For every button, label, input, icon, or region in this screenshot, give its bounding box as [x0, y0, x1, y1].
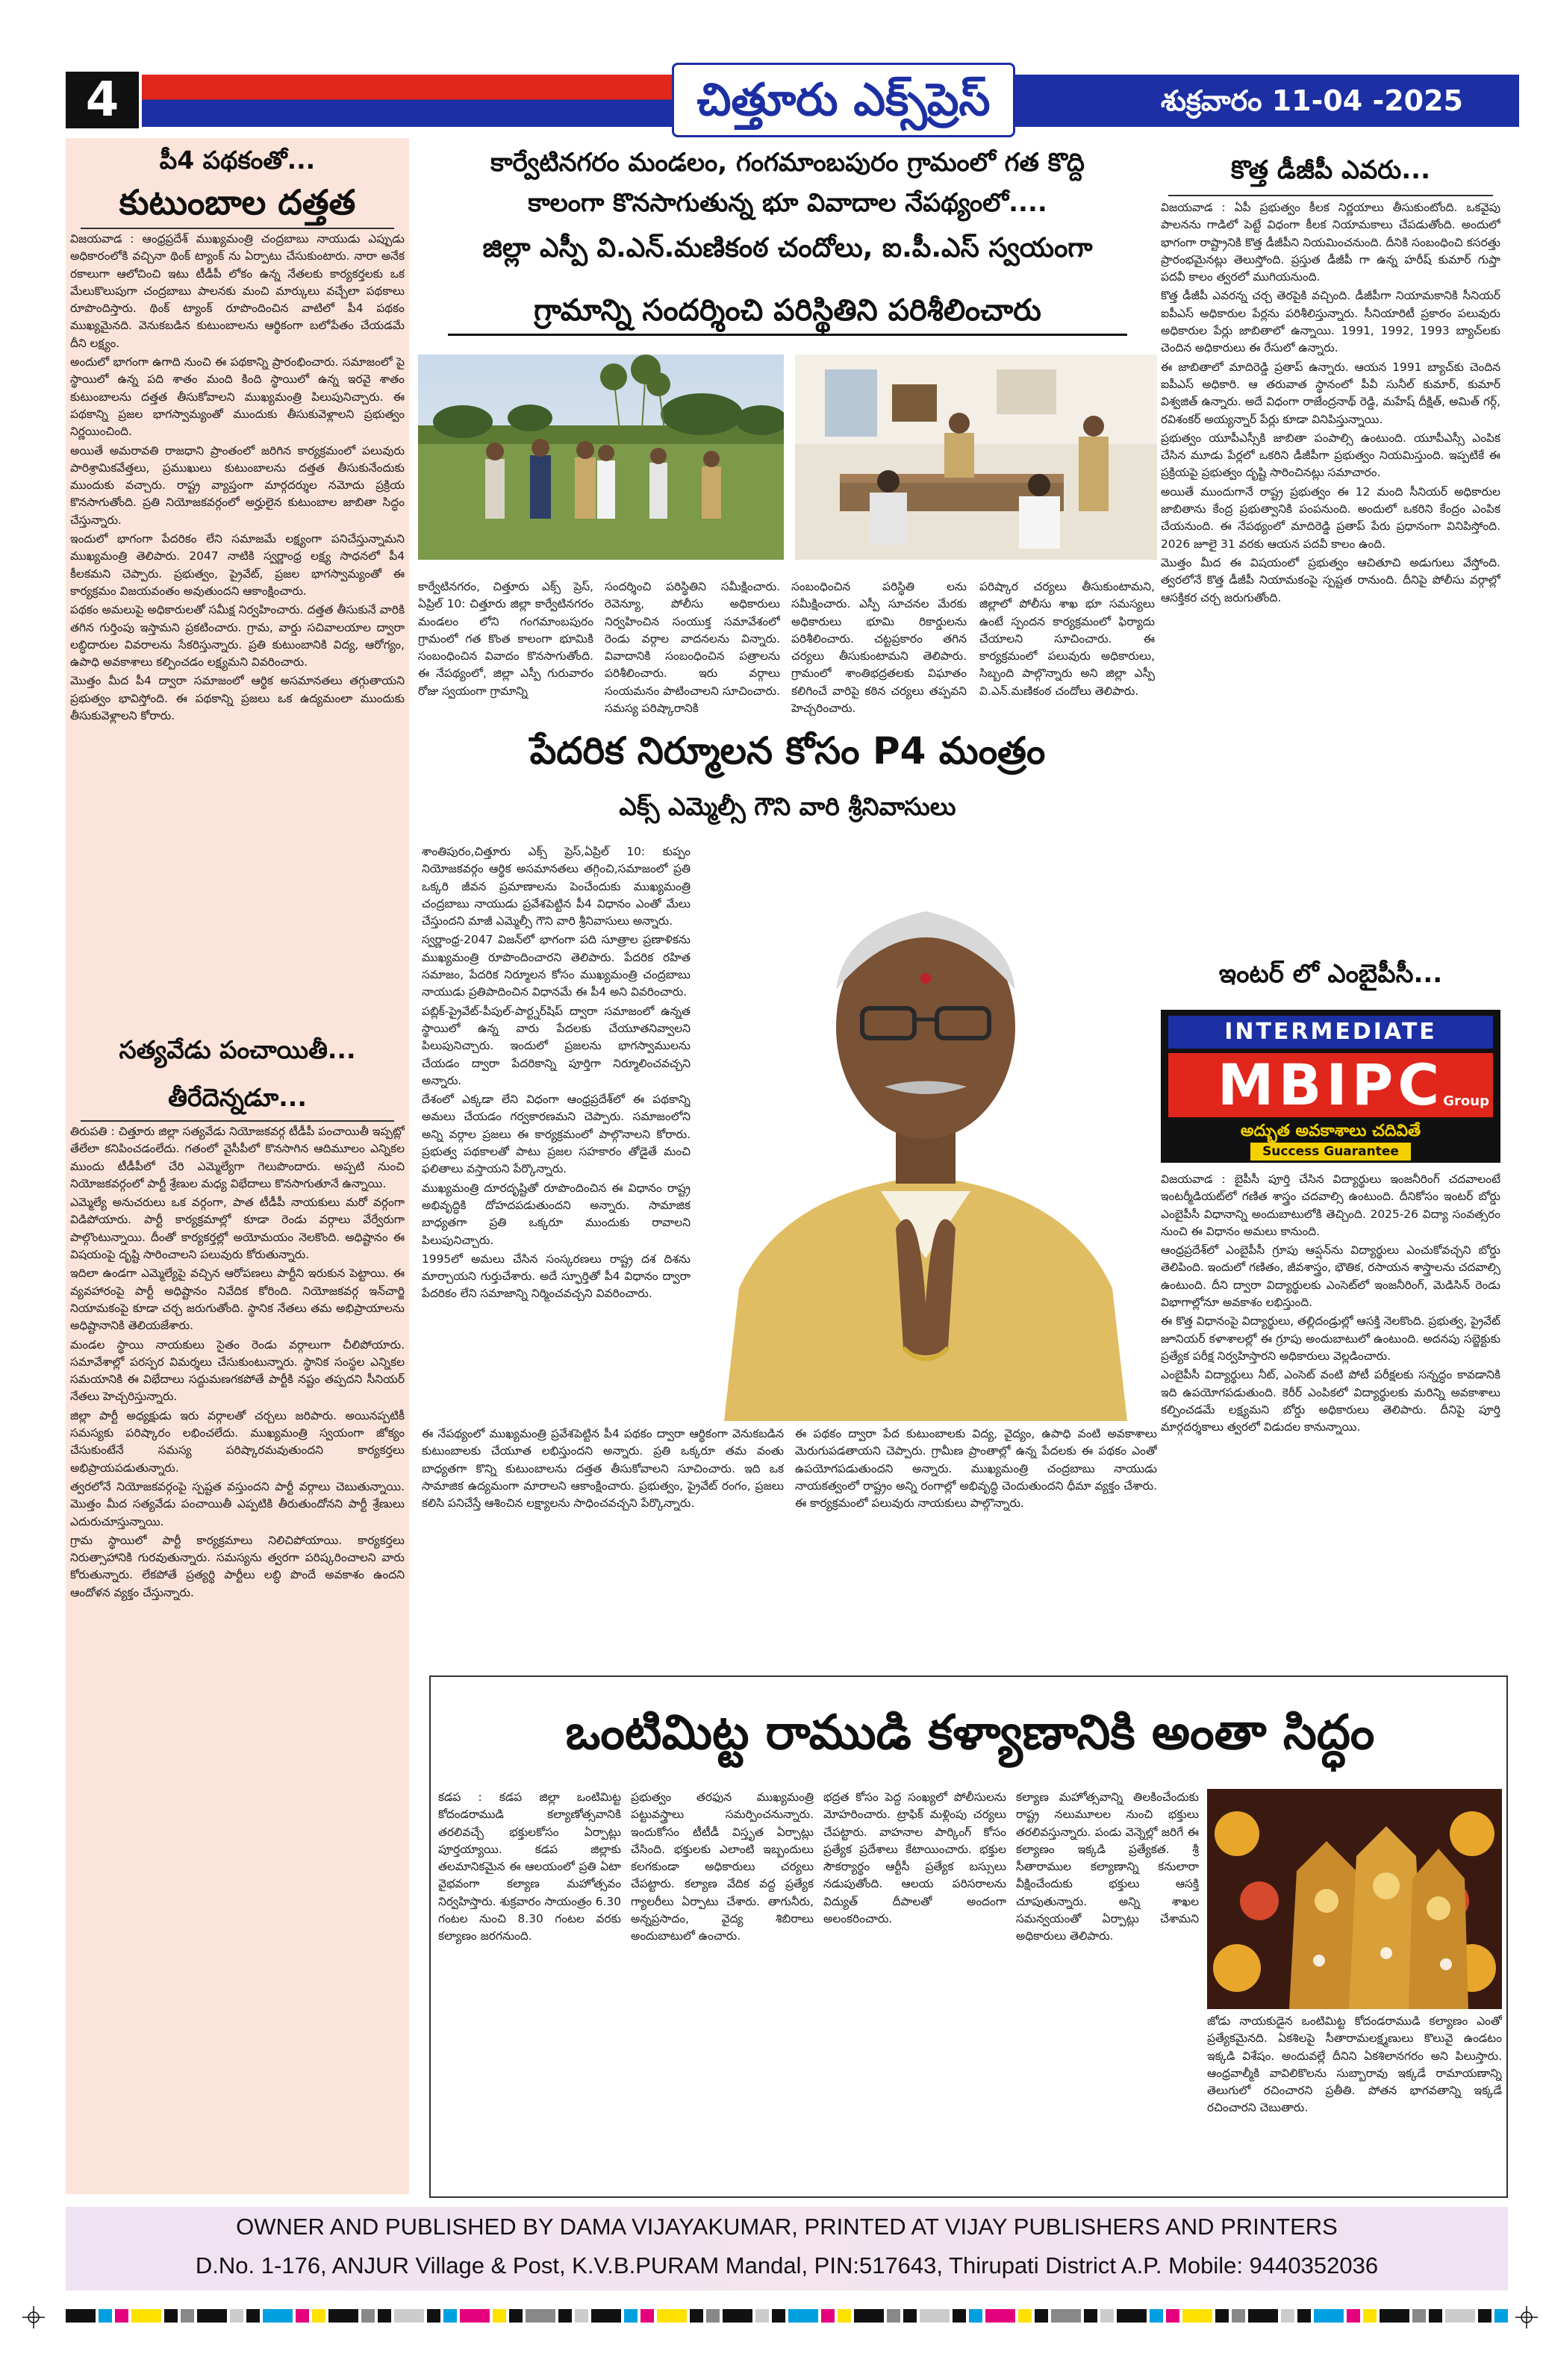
- color-strip-cell: [1232, 2309, 1245, 2323]
- color-strip-cell: [526, 2309, 555, 2323]
- color-strip-cell: [1215, 2309, 1229, 2323]
- mbipc-headline: ఇంటర్ లో ఎంబైపీసీ...: [1218, 959, 1443, 989]
- color-strip-cell: [1494, 2309, 1508, 2323]
- color-strip-cell: [378, 2309, 391, 2323]
- color-strip-cell: [788, 2309, 818, 2323]
- color-strip-cell: [903, 2309, 917, 2323]
- color-strip-cell: [115, 2309, 128, 2323]
- top-story-kicker-line2: కాలంగా కొనసాగుతున్న భూ వివాదాల నేపథ్యంలో....: [528, 188, 1047, 218]
- paragraph: ఎంబైపీసీ విద్యార్థులు నీట్, ఎంసెట్ వంటి పోటీ పరీక్షలకు సన్నద్ధం కావడానికి ఇది ఉపయోగపడుతుంది. కెరీర్ ఎంపికలో విద్యార్థులకు మరిన్ని అవకాశాలు కల్పించడమే లక్ష్యమని బోర్డు అధికారులు తెలిపారు. దీనిపై పూర్తి మార్గదర్శకాలు త్వరలో విడుదల కానున్నాయి.: [1161, 1368, 1500, 1434]
- paragraph: పథకం అమలుపై అధికారులతో సమీక్ష నిర్వహించారు. దత్తత తీసుకునే వారికి తగిన గుర్తింపు ఇస్తామని ప్రకటించారు. గ్రామ, వార్డు సచివాలయాల ద్వారా లబ్ధిదారుల వివరాలను సేకరిస్తున్నారు. ప్రతి కుటుంబానికి విద్య, ఆరోగ్యం, ఉపాధి అవకాశాలు కల్పించడం లక్ష్యమని వివరించారు.: [70, 603, 405, 669]
- color-strip-cell: [460, 2309, 490, 2323]
- text-column: కార్వేటినగరం, చిత్తూరు ఎక్స్ ప్రెస్, ఏప్రిల్ 10: చిత్తూరు జిల్లా కార్వేటినగరం మండలం లోని గంగమాంబపురం గ్రామంలో గత కొంత కాలంగా భూమికి సంబంధించిన వివాదం కొనసాగుతోంది. ఈ నేపథ్యంలో, జిల్లా ఎస్పీ గురువారం రోజు స్వయంగా గ్రామాన్ని: [418, 580, 593, 698]
- color-strip-cell: [640, 2309, 654, 2323]
- color-strip-cell: [1347, 2309, 1360, 2323]
- paragraph: పబ్లిక్-ప్రైవేట్-పీపుల్-పార్ట్నర్‌షిప్ ద్వారా సమాజంలో ఉన్నత స్థాయిలో ఉన్న వారు పేదలకు చేయూతనివ్వాలని పిలుపునిచ్చారు. ఇందులో ప్రజలను భాగస్వాములను చేయడం ద్వారా పేదరికాన్ని పూర్తిగా నిర్మూలించవచ్చని అన్నారు.: [422, 1004, 691, 1087]
- paragraph: ఈ కొత్త విధానంపై విద్యార్థులు, తల్లిదండ్రుల్లో ఆసక్తి నెలకొంది. ప్రభుత్వ, ప్రైవేట్ జూనియర్ కళాశాలల్లో ఈ గ్రూపు అందుబాటులో ఉంటుంది. అదనపు సబ్జెక్టుకు ప్రత్యేక పరీక్ష నిర్వహిస్తారని అధికారులు వెల్లడించారు.: [1161, 1314, 1500, 1363]
- color-strip-cell: [1445, 2309, 1475, 2323]
- color-strip-cell: [328, 2309, 358, 2323]
- color-strip-cell: [1248, 2309, 1278, 2323]
- masthead-date: శుక్రవారం 11-04 -2025: [1105, 75, 1519, 127]
- paragraph: ముఖ్యమంత్రి దూరదృష్టితో రూపొందించిన ఈ విధానం రాష్ట్ర అభివృద్ధికి దోహదపడుతుందని అన్నారు. సామాజిక బాధ్యతగా ప్రతి ఒక్కరూ ముందుకు రావాలని పిలుపునిచ్చారు.: [422, 1181, 691, 1247]
- divider: [448, 334, 1127, 336]
- text-column: సందర్శించి పరిస్థితిని సమీక్షించారు. రెవెన్యూ, పోలీసు అధికారులు నిర్వహించిన సంయుక్త సమావేశంలో రెండు వర్గాల వాదనలను విన్నారు. వివాదానికి సంబంధించిన పత్రాలను పరిశీలించారు. ఇరు వర్గాలు సంయమనం పాటించాలని సూచించారు. సమస్య పరిష్కారానికి: [605, 580, 780, 716]
- color-strip-cell: [296, 2309, 309, 2323]
- divider: [81, 1120, 394, 1122]
- color-strip-cell: [1429, 2309, 1442, 2323]
- color-strip-cell: [985, 2309, 1015, 2323]
- paragraph: అందులో భాగంగా ఉగాది నుంచి ఈ పథకాన్ని ప్రారంభించారు. సమాజంలో పై స్థాయిలో ఉన్న పది శాతం మంది కింది స్థాయిలో ఉన్న ఇరవై శాతం కుటుంబాలను దత్తత తీసుకోవాలని ముఖ్యమంత్రి పిలుపునిచ్చారు. ఈ పథకాన్ని ప్రజల భాగస్వామ్యంతో ముందుకు తీసుకువెళ్లాలని ప్రభుత్వం నిర్ణయించింది.: [70, 355, 405, 439]
- text-column: కడప : కడప జిల్లా ఒంటిమిట్ట కోదండరాముడి కల్యాణోత్సవానికి తరలివచ్చే భక్తులకోసం ఏర్పాట్లు పూర్తయ్యాయి. కడప జిల్లాకు తలమానికమైన ఈ ఆలయంలో ప్రతి ఏటా వైభవంగా కల్యాణ మహోత్సవం నిర్వహిస్తారు. శుక్రవారం సాయంత్రం 6.30 గంటల నుంచి 8.30 గంటల వరకు కల్యాణం జరగనుంది.: [438, 1790, 621, 1943]
- color-strip-cell: [838, 2309, 851, 2323]
- color-strip-cell: [181, 2309, 194, 2323]
- text-column: పరిష్కార చర్యలు తీసుకుంటామని, జిల్లాలో పోలీసు శాఖ భూ సమస్యలు ఉంటే స్పందన కార్యక్రమంలో ఫిర్యాదు చేయాలని సూచించారు. ఈ కార్యక్రమంలో పలువురు అధికారులు, సిబ్బంది పాల్గొన్నారు అని జిల్లా ఎస్పీ వి.ఎన్.మణికంఠ చందోలు తెలిపారు.: [979, 580, 1155, 698]
- color-strip-cell: [394, 2309, 424, 2323]
- top-story-body: [418, 578, 1157, 728]
- top-story-kicker-line1: కార్వేటినగరం మండలం, గంగమాంబపురం గ్రామంలో గత కొద్ది: [490, 148, 1085, 178]
- p4-title: కుటుంబాల దత్తత: [119, 182, 356, 222]
- color-strip-cell: [443, 2309, 457, 2323]
- color-strip-cell: [1166, 2309, 1179, 2323]
- color-strip-cell: [1117, 2309, 1147, 2323]
- color-strip-cell: [706, 2309, 720, 2323]
- mbipc-advertisement: [1161, 1010, 1500, 1163]
- p4-story-body-column: [422, 843, 691, 1418]
- text-column: ఈ పథకం ద్వారా పేద కుటుంబాలకు విద్య, వైద్యం, ఉపాధి వంటి అవకాశాలు మెరుగుపడతాయని చెప్పారు. గ్రామీణ ప్రాంతాల్లో ఉన్న పేదలకు ఈ పథకం ఎంతో ఉపయోగపడుతుందని అన్నారు. ముఖ్యమంత్రి చంద్రబాబు నాయుడు నాయకత్వంలో రాష్ట్రం అన్ని రంగాల్లో అభివృద్ధి చెందుతుందని ధీమా వ్యక్తం చేశారు. ఈ కార్యక్రమంలో పలువురు నాయకులు పాల్గొన్నారు.: [795, 1427, 1157, 1511]
- left-column: [66, 138, 409, 2194]
- color-strip-cell: [1380, 2309, 1409, 2323]
- mbipc-article-body: [1161, 1171, 1500, 1664]
- portrait-photo: [694, 840, 1157, 1421]
- color-strip-cell: [920, 2309, 950, 2323]
- color-strip-cell: [361, 2309, 375, 2323]
- color-strip-cell: [66, 2309, 96, 2323]
- registration-mark-icon: [1515, 2306, 1538, 2329]
- color-strip-cell: [509, 2309, 523, 2323]
- ad-tagline: అద్భుత అవకాశాలు చదివితే: [1240, 1122, 1421, 1140]
- footer-publisher-line: OWNER AND PUBLISHED BY DAMA VIJAYAKUMAR, PRINTED AT VIJAY PUBLISHERS AND PRINTERS: [236, 2214, 1338, 2240]
- color-strip-cell: [164, 2309, 178, 2323]
- paragraph: ఇందులో భాగంగా పేదరికం లేని సమాజమే లక్ష్యంగా పనిచేస్తున్నామని ముఖ్యమంత్రి తెలిపారు. 2047 నాటికి స్వర్ణాంధ్ర లక్ష్య సాధనలో పీ4 కీలకమని చెప్పారు. ప్రభుత్వం, ప్రైవేట్, ప్రజల భాగస్వామ్యంతో ఈ కార్యక్రమం విజయవంతం అవుతుందని ఆకాంక్షించారు.: [70, 532, 405, 598]
- paragraph: విజయవాడ : ఏపీ ప్రభుత్వం కీలక నిర్ణయాలు తీసుకుంటోంది. ఒకవైపు పాలనను గాడిలో పెట్టే విధంగా కీలక నియామకాలు చేపడుతోంది. అందులో భాగంగా రాష్ట్రానికి కొత్త డీజీపీని నియమించనుంది. దీనికి సంబంధించి కసరత్తు ప్రారంభమైనట్లు తెలుస్తోంది. ప్రస్తుత డీజీపీ గా ఉన్న హరీష్ కుమార్ గుప్తా పదవీ కాలం త్వరలో ముగియనుంది.: [1161, 201, 1500, 284]
- color-strip-cell: [1100, 2309, 1114, 2323]
- paragraph: ప్రభుత్వం యూపీఎస్సీకి జాబితా పంపాల్సి ఉంటుంది. యూపీఎస్సీ ఎంపిక చేసిన మూడు పేర్లలో ఒకరిని డీజీపీగా ప్రభుత్వం నియమిస్తుంది. ఇప్పటికే ఈ ప్రక్రియపై ప్రభుత్వం దృష్టి సారించినట్లు సమాచారం.: [1161, 431, 1500, 480]
- top-story-headline-line2: గ్రామాన్ని సందర్శించి పరిస్థితిని పరిశీలించారు: [534, 293, 1041, 328]
- color-strip-cell: [690, 2309, 703, 2323]
- color-strip-cell: [1363, 2309, 1377, 2323]
- paragraph: 1995లో అమలు చేసిన సంస్కరణలు రాష్ట్ర దశ దిశను మార్చాయని గుర్తుచేశారు. అదే స్ఫూర్తితో పీ4 విధానం ద్వారా పేదరికం లేని సమాజాన్ని నిర్మించవచ్చని వివరించారు.: [422, 1252, 691, 1301]
- color-strip-cell: [755, 2309, 769, 2323]
- office-meeting-photo: [795, 354, 1157, 560]
- color-strip-cell: [558, 2309, 572, 2323]
- text-column: భద్రత కోసం పెద్ద సంఖ్యలో పోలీసులను మోహరించారు. ట్రాఫిక్ మళ్లింపు చర్యలు చేపట్టారు. వాహనాల పార్కింగ్ కోసం ప్రత్యేక ప్రదేశాలు కేటాయించారు. భక్తుల సౌకర్యార్థం ఆర్టీసీ ప్రత్యేక బస్సులు నడుపుతోంది. ఆలయ పరిసరాలను విద్యుత్ దీపాలతో అందంగా అలంకరించారు.: [823, 1790, 1006, 1926]
- color-strip-cell: [969, 2309, 982, 2323]
- paragraph: విజయవాడ : బైపీసీ పూర్తి చేసిన విద్యార్థులు ఇంజనీరింగ్ చదవాలంటే ఇంటర్మీడియట్‌లో గణిత శాస్త్రం చదవాల్సి ఉంటుంది. దీనికోసం ఇంటర్ బోర్డు ఎంబైపీసీ విధానాన్ని అందుబాటులోకి తెచ్చింది. 2025-26 విద్యా సంవత్సరం నుంచి ఈ విధానం అమలు కానుంది.: [1161, 1172, 1500, 1238]
- temple-deity-photo: [1207, 1789, 1502, 2009]
- color-strip-cell: [887, 2309, 900, 2323]
- color-strip-cell: [1281, 2309, 1294, 2323]
- paragraph: కొత్త డీజీపీ ఎవరన్న చర్చ తెరపైకి వచ్చింది. డీజీపీగా నియామకానికి సీనియర్ ఐపీఎస్ అధికారుల పేర్లను పరిశీలిస్తున్నారు. సీనియారిటీ ప్రకారం పలువురు అధికారుల పేర్లు జాబితాలో ఉన్నాయి. 1991, 1992, 1993 బ్యాచ్‌లకు చెందిన అధికారులు ఈ రేసులో ఉన్నారు.: [1161, 289, 1500, 355]
- color-strip-cell: [99, 2309, 112, 2323]
- bottom-story-body: [438, 1789, 1203, 2192]
- paragraph: జిల్లా పార్టీ అధ్యక్షుడు ఇరు వర్గాలతో చర్చలు జరిపారు. అయినప్పటికీ సమస్యకు పరిష్కారం లభించలేదు. ముఖ్యమంత్రి స్వయంగా జోక్యం చేసుకుంటేనే సమస్య పరిష్కారమవుతుందని కార్యకర్తలు అభిప్రాయపడుతున్నారు.: [70, 1408, 405, 1475]
- masthead-title: చిత్తూరు ఎక్స్‌ప్రెస్: [672, 63, 1015, 137]
- color-strip-cell: [197, 2309, 227, 2323]
- paragraph: విజయవాడ : ఆంధ్రప్రదేశ్ ముఖ్యమంత్రి చంద్రబాబు నాయుడు ఎప్పుడు అధికారంలోకి వచ్చినా థింక్ ట్యాంక్ ను ఏర్పాటు చేసుకుంటారు. నారా అనేక రకాలుగా ఆలోచించి ఇటు టీడీపీ లోకం ఉన్న నేతలకు కార్యకర్తలకు ఒక మేలుకొలుపుగా చంద్రబాబు పాలనకు మంచి మార్కులు వచ్చేలా పథకాలు రూపొందిస్తారు. థింక్ ట్యాంక్ రూపొందించిన వాటిలో పీ4 పథకం ముఖ్యమైనది. వెనుకబడిన కుటుంబాలను ఆర్థికంగా బలోపేతం చేయడమే దీని లక్ష్యం.: [70, 232, 405, 350]
- color-strip-cell: [1150, 2309, 1163, 2323]
- registration-mark-icon: [22, 2306, 45, 2329]
- sv-kicker: సత్యవేడు పంచాయితీ...: [119, 1035, 356, 1064]
- color-strip-cell: [1051, 2309, 1081, 2323]
- paragraph: ఈ జాబితాలో మాదిరెడ్డి ప్రతాప్ ఉన్నారు. ఆయన 1991 బ్యాచ్‌కు చెందిన ఐపీఎస్ అధికారి. ఆ తరువాత స్థానంలో పీవీ సునీల్ కుమార్, కుమార్ విశ్వజిత్ ఉన్నారు. అదే విధంగా రాజేంద్రనాథ్ రెడ్డి, మహేష్ దీక్షిత్, అమిత్ గర్గ్, రవిశంకర్ అయ్యన్నార్ పేర్లు కూడా వినిపిస్తున్నాయి.: [1161, 360, 1500, 426]
- paragraph: అయితే అమరావతి రాజధాని ప్రాంతంలో జరిగిన కార్యక్రమంలో పలువురు పారిశ్రామికవేత్తలు, ప్రముఖులు కుటుంబాలను దత్తత తీసుకునేందుకు ముందుకు వచ్చారు. రాష్ట్ర వ్యాప్తంగా మార్గదర్శుల నమోదు ప్రక్రియ కొనసాగుతోంది. ప్రతి నియోజకవర్గంలో అర్హులైన కుటుంబాల జాబితా సిద్ధం చేస్తున్నారు.: [70, 443, 405, 527]
- color-strip-cell: [821, 2309, 835, 2323]
- divider: [1168, 195, 1493, 196]
- paragraph: ఇదిలా ఉండగా ఎమ్మెల్యేపై వచ్చిన ఆరోపణలు పార్టీని ఇరుకున పెట్టాయి. ఈ వ్యవహారంపై పార్టీ అధిష్టానం నివేదిక కోరింది. నియోజకవర్గ ఇన్‌చార్జి నియామకంపై కూడా చర్చ జరుగుతోంది. స్థానిక నేతలు తమ అభిప్రాయాలను అధిష్టానానికి తెలియజేశారు.: [70, 1266, 405, 1333]
- field-inspection-photo: [418, 354, 784, 560]
- color-strip-cell: [657, 2309, 687, 2323]
- color-strip-cell: [493, 2309, 506, 2323]
- text-column: సంబంధించిన పరిస్థితి లను సమీక్షించారు. ఎస్పీ సూచనల మేరకు అధికారులు భూమి రికార్డులను పరిశీలించారు. చట్టప్రకారం తగిన చర్యలు తీసుకుంటామని తెలిపారు. గ్రామంలో శాంతిభద్రతలకు విఘాతం కలిగించే వారిపై కఠిన చర్యలు తప్పవని హెచ్చరించారు.: [791, 580, 967, 716]
- ad-intermediate-label: INTERMEDIATE: [1168, 1016, 1493, 1049]
- p4-article-body: [70, 231, 405, 1020]
- color-strip-cell: [591, 2309, 621, 2323]
- color-strip-cell: [312, 2309, 325, 2323]
- top-story-headline-line1: జిల్లా ఎస్పీ వి.ఎన్.మణికంఠ చందోలు, ఐ.పీ.ఎస్ స్వయంగా: [482, 233, 1093, 263]
- color-strip-cell: [854, 2309, 884, 2323]
- color-strip-cell: [246, 2309, 260, 2323]
- ad-group-label: Group: [1443, 1093, 1489, 1109]
- divider: [81, 228, 394, 229]
- paragraph: మండల స్థాయి నాయకులు సైతం రెండు వర్గాలుగా చీలిపోయారు. సమావేశాల్లో పరస్పర విమర్శలు చేసుకుంటున్నారు. స్థానిక సంస్థల ఎన్నికల సమయానికి ఈ విభేదాలు సద్దుమణగకపోతే పార్టీకి నష్టం తప్పదని సీనియర్ నేతలు హెచ్చరిస్తున్నారు.: [70, 1337, 405, 1404]
- text-column: ఈ నేపథ్యంలో ముఖ్యమంత్రి ప్రవేశపెట్టిన పీ4 పథకం ద్వారా ఆర్థికంగా వెనుకబడిన కుటుంబాలకు చేయూత లభిస్తుందని అన్నారు. ప్రతి ఒక్కరూ తమ వంతు బాధ్యతగా కొన్ని కుటుంబాలను దత్తత తీసుకోవాలని సూచించారు. ఇది ఒక సామాజిక ఉద్యమంగా మారాలని ఆకాంక్షించారు. ప్రభుత్వం, ప్రైవేట్ రంగం, ప్రజలు కలిసి పనిచేస్తే ఆశించిన లక్ష్యాలను సాధించవచ్చని పేర్కొన్నారు.: [422, 1427, 784, 1511]
- color-strip-cell: [427, 2309, 440, 2323]
- color-strip-cell: [1018, 2309, 1032, 2323]
- footer-address-line: D.No. 1-176, ANJUR Village & Post, K.V.B.PURAM Mandal, PIN:517643, Thirupati District A.P. Mobile: 9440352036: [195, 2252, 1379, 2279]
- sv-title: తీరేదెన్నడూ...: [168, 1083, 307, 1112]
- bottom-story-box: [429, 1675, 1508, 2198]
- color-strip-cell: [230, 2309, 243, 2323]
- dgp-headline: కొత్త డీజీపీ ఎవరు...: [1231, 155, 1430, 185]
- color-strip-cell: [1412, 2309, 1426, 2323]
- color-strip-cell: [953, 2309, 966, 2323]
- paragraph: అయితే ముందుగానే రాష్ట్ర ప్రభుత్వం ఈ 12 మంది సీనియర్ అధికారుల జాబితాను కేంద్ర ప్రభుత్వానికి పంపనుంది. అందులో ఒకరిని కేంద్రం ఎంపిక చేయనుంది. ఈ నేపథ్యంలో మాదిరెడ్డి ప్రతాప్ పేరు ప్రధానంగా వినిపిస్తోంది. 2026 జూలై 31 వరకు ఆయన పదవీ కాలం ఉంది.: [1161, 484, 1500, 551]
- ad-mbipc-logo: MBIPC: [1168, 1053, 1493, 1117]
- page-number: 4: [66, 72, 139, 128]
- text-column: ప్రభుత్వం తరఫున ముఖ్యమంత్రి పట్టువస్త్రాలు సమర్పించనున్నారు. ఇందుకోసం టీటీడీ విస్తృత ఏర్పాట్లు చేసింది. భక్తులకు ఎలాంటి ఇబ్బందులు కలగకుండా అధికారులు చర్యలు చేపట్టారు. కల్యాణ వేదిక వద్ద ప్రత్యేక గ్యాలరీలు ఏర్పాటు చేశారు. తాగునీరు, అన్నప్రసాదం, వైద్య శిబిరాలు అందుబాటులో ఉంచారు.: [631, 1790, 814, 1943]
- color-strip-cell: [1182, 2309, 1212, 2323]
- color-strip-cell: [1084, 2309, 1097, 2323]
- color-strip-cell: [723, 2309, 752, 2323]
- paragraph: స్వర్ణాంధ్ర-2047 విజన్‌లో భాగంగా పది సూత్రాల ప్రణాళికను ముఖ్యమంత్రి రూపొందించారని తెలిపారు. పేదరిక రహిత సమాజం, పేదరిక నిర్మూలన కోసం ముఖ్యమంత్రి చంద్రబాబు నాయుడు ప్రతిపాదించిన విధానమే ఈ పీ4 అని వివరించారు.: [422, 933, 691, 999]
- paragraph: తిరుపతి : చిత్తూరు జిల్లా సత్యవేడు నియోజకవర్గ టీడీపీ పంచాయితీ ఇప్పట్లో తేలేలా కనిపించడంలేదు. గతంలో వైసీపీలో కొనసాగిన ఆదిమూలం ఎన్నికల ముందు టీడీపీలో చేరి ఎమ్మెల్యేగా గెలుపొందారు. అప్పటి నుంచి నియోజకవర్గంలో పార్టీ శ్రేణుల మధ్య విభేదాలు కొనసాగుతూనే ఉన్నాయి.: [70, 1125, 405, 1190]
- paragraph: దేశంలో ఎక్కడా లేని విధంగా ఆంధ్రప్రదేశ్‌లో ఈ పథకాన్ని అమలు చేయడం గర్వకారణమని చెప్పారు. సమాజంలోని అన్ని వర్గాల ప్రజలు ఈ కార్యక్రమంలో పాల్గొనాలని కోరారు. ప్రభుత్వ పథకాలతో పాటు ప్రజల సహకారం తోడైతే మంచి ఫలితాలు వస్తాయని పేర్కొన్నారు.: [422, 1093, 691, 1176]
- color-strip-cell: [1314, 2309, 1344, 2323]
- color-strip-cell: [1478, 2309, 1491, 2323]
- color-strip-cell: [1297, 2309, 1311, 2323]
- paragraph: ఆంధ్రప్రదేశ్‌లో ఎంబైపీసీ గ్రూపు ఆప్షన్‌ను విద్యార్థులు ఎంచుకోవచ్చని బోర్డు తెలిపింది. ఇందులో గణితం, జీవశాస్త్రం, భౌతిక, రసాయన శాస్త్రాలను చదవాల్సి ఉంటుంది. దీని ద్వారా విద్యార్థులకు ఎంసెట్‌లో ఇంజనీరింగ్, మెడిసిన్ రెండు విభాగాల్లోనూ అవకాశం లభిస్తుంది.: [1161, 1243, 1500, 1310]
- sv-article-body: [70, 1123, 405, 2187]
- color-strip-cell: [1035, 2309, 1048, 2323]
- paragraph: మొత్తం మీద పీ4 ద్వారా సమాజంలో ఆర్థిక అసమానతలు తగ్గుతాయని ప్రభుత్వం భావిస్తోంది. ఈ పథకాన్ని ప్రజలు ఒక ఉద్యమంలా ముందుకు తీసుకువెళ్లాలని కోరారు.: [70, 674, 405, 723]
- p4-story-continuation: [422, 1425, 1157, 1612]
- ad-guarantee-label: Success Guarantee: [1250, 1143, 1411, 1161]
- paragraph: మొత్తం మీద ఈ విషయంలో ప్రభుత్వం ఆచితూచి అడుగులు వేస్తోంది. త్వరలోనే కొత్త డీజీపీ నియామకంపై స్పష్టత రానుంది. దీనిపై పోలీసు వర్గాల్లో ఆసక్తికర చర్చ జరుగుతోంది.: [1161, 555, 1500, 605]
- paragraph: త్వరలోనే నియోజకవర్గంపై స్పష్టత వస్తుందని పార్టీ వర్గాలు చెబుతున్నాయి. మొత్తం మీద సత్యవేడు పంచాయితీ ఎప్పటికి తీరుతుందోనని పార్టీ శ్రేణులు ఎదురుచూస్తున్నాయి.: [70, 1479, 405, 1528]
- paragraph: గ్రామ స్థాయిలో పార్టీ కార్యక్రమాలు నిలిచిపోయాయి. కార్యకర్తలు నిరుత్సాహానికి గురవుతున్నారు. సమస్యను త్వరగా పరిష్కరించాలని వారు కోరుతున్నారు. లేకపోతే ప్రత్యర్థి పార్టీలు లబ్ధి పొందే అవకాశం ఉందని ఆందోళన వ్యక్తం చేస్తున్నారు.: [70, 1533, 405, 1599]
- color-strip-cell: [131, 2309, 161, 2323]
- right-column: [1161, 138, 1500, 1668]
- color-strip-cell: [624, 2309, 638, 2323]
- print-color-strip: [66, 2306, 1508, 2326]
- color-strip-cell: [575, 2309, 588, 2323]
- p4-story-headline: పేదరిక నిర్మూలన కోసం P4 మంత్రం: [529, 729, 1046, 772]
- temple-caption-text: జోడు నాయకుడైన ఒంటిమిట్ట కోదండరాముడి కల్యాణం ఎంతో ప్రత్యేకమైనది. ఏకశిలపై సీతారామలక్ష్మణులు కొలువై ఉండటం ఇక్కడి విశేషం. అందువల్లే దీనిని ఏకశిలానగరం అని పిలుస్తారు. ఆంధ్రవాల్మీకి వావిలికొలను సుబ్బారావు ఇక్కడే రామాయణాన్ని తెలుగులో రచించారని ప్రతీతి. పోతన భాగవతాన్ని ఇక్కడే రచించారని చెబుతారు.: [1207, 2014, 1502, 2115]
- dgp-article-body: [1161, 199, 1500, 935]
- text-column: కల్యాణ మహోత్సవాన్ని తిలకించేందుకు రాష్ట్ర నలుమూలల నుంచి భక్తులు తరలివస్తున్నారు. పండు వెన్నెల్లో జరిగే ఈ కల్యాణం ఇక్కడి ప్రత్యేకత. శ్రీ సీతారాముల కల్యాణాన్ని కనులారా వీక్షించేందుకు భక్తులు ఆసక్తి చూపుతున్నారు. అన్ని శాఖల సమన్వయంతో ఏర్పాట్లు చేశామని అధికారులు తెలిపారు.: [1016, 1790, 1199, 1943]
- color-strip-cell: [263, 2309, 293, 2323]
- p4-kicker: పీ4 పథకంతో...: [159, 146, 316, 175]
- color-strip-cell: [772, 2309, 785, 2323]
- bottom-story-headline: ఒంటిమిట్ట రాముడి కళ్యాణానికి అంతా సిద్ధం: [565, 1705, 1375, 1761]
- paragraph: ఎమ్మెల్యే అనుచరులు ఒక వర్గంగా, పాత టీడీపీ నాయకులు మరో వర్గంగా విడిపోయారు. పార్టీ కార్యక్రమాల్లో కూడా రెండు వర్గాలు వేర్వేరుగా పాల్గొంటున్నాయి. దీంతో కార్యకర్తల్లో అయోమయం నెలకొంది. అధిష్టానం ఈ విషయంపై దృష్టి సారించాలని పలువురు కోరుతున్నారు.: [70, 1196, 405, 1262]
- p4-story-subhead: ఎక్స్ ఎమ్మెల్సీ గౌని వారి శ్రీనివాసులు: [619, 792, 956, 821]
- paragraph: శాంతిపురం,చిత్తూరు ఎక్స్ ప్రెస్,ఏప్రిల్ 10: కుప్పం నియోజకవర్గం ఆర్థిక అసమానతలు తగ్గించి,సమాజంలో ప్రతి ఒక్కరి జీవన ప్రమాణాలను పెంచేందుకు ముఖ్యమంత్రి చంద్రబాబు నాయుడు ప్రవేశపెట్టిన పీ4 విధానం ఎంతో మేలు చేస్తుందని మాజీ ఎమ్మెల్సీ గౌని వారి శ్రీనివాసులు అన్నారు.: [422, 845, 691, 928]
